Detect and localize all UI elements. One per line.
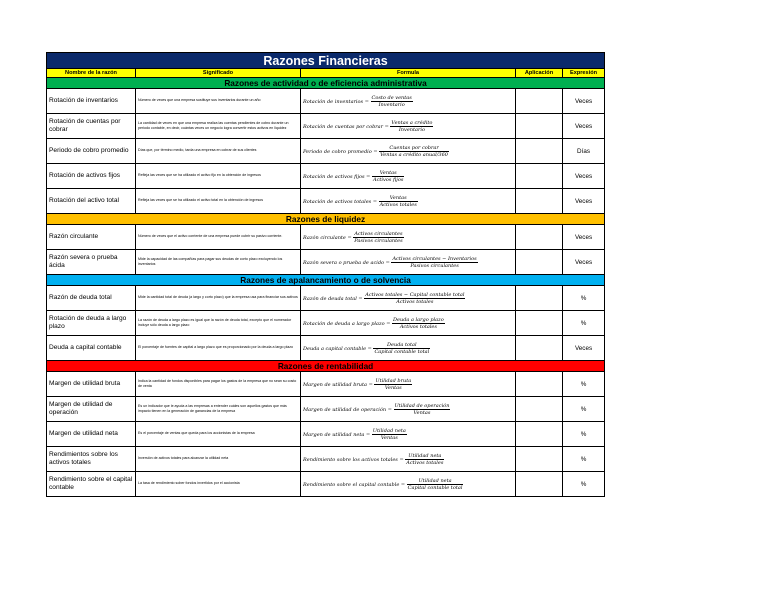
formula-numerator: Utilidad neta	[372, 427, 406, 434]
ratio-formula	[301, 472, 516, 497]
ratio-application	[516, 397, 563, 422]
ratio-formula	[301, 89, 516, 114]
formula-denominator: Inventario	[398, 126, 426, 133]
ratio-expression: Veces	[563, 336, 605, 361]
financial-ratios-table	[46, 52, 605, 497]
ratio-row	[47, 139, 605, 164]
ratio-name: Rotación de activos fijos	[47, 164, 136, 189]
ratio-formula	[301, 311, 516, 336]
section-title: Razones de apalancamiento o de solvencia	[47, 275, 605, 286]
formula-denominator: Ventas	[384, 384, 402, 391]
ratio-name: Rotación de inventarios	[47, 89, 136, 114]
ratio-name: Razón circulante	[47, 225, 136, 250]
ratio-formula	[301, 225, 516, 250]
ratio-row	[47, 286, 605, 311]
formula-label: Periodo de cobro promedio =	[303, 148, 378, 155]
ratio-meaning: El porcentaje de fuentes de capital a largo plazo que es proporcionado por la deuda a largo plazo	[136, 336, 301, 361]
header-application: Aplicación	[516, 69, 563, 78]
formula-denominator: Ventas a crédito anual/360	[380, 151, 448, 158]
ratio-expression: %	[563, 447, 605, 472]
formula-denominator: Ventas	[413, 409, 431, 416]
ratio-application	[516, 139, 563, 164]
ratio-application	[516, 189, 563, 214]
section-header-row	[47, 275, 605, 286]
ratio-application	[516, 89, 563, 114]
formula-fraction	[372, 428, 407, 441]
ratio-application	[516, 286, 563, 311]
section-header-row	[47, 78, 605, 89]
ratio-formula	[301, 447, 516, 472]
ratio-formula	[301, 139, 516, 164]
ratio-meaning: Días que, por término medio, tarda una empresa en cobrar de sus clientes	[136, 139, 301, 164]
ratio-meaning: La razón de deuda a largo plazo es igual que la razón de deuda total, excepto que el numerador incluye sólo deuda a largo plazo	[136, 311, 301, 336]
ratio-row	[47, 311, 605, 336]
ratio-row	[47, 164, 605, 189]
ratio-application	[516, 447, 563, 472]
formula-denominator: Capital contable total	[407, 484, 463, 491]
section-title: Razones de rentabilidad	[47, 361, 605, 372]
formula-numerator: Utilidad neta	[405, 453, 444, 460]
ratio-application	[516, 114, 563, 139]
ratio-name: Razón severa o prueba ácida	[47, 250, 136, 275]
formula-denominator: Pasivos circulantes	[410, 262, 459, 269]
formula-label: Rotación de inventarios =	[303, 98, 369, 105]
formula-fraction	[390, 120, 433, 133]
ratio-meaning: Mide la cantidad total de deuda (a largo y corto plazo) que la empresa usa para financiar sus activos	[136, 286, 301, 311]
formula-denominator: Activos totales	[399, 323, 437, 330]
ratio-meaning: Refleja las veces que se ha utilizado el activo total en la obtención de ingresos	[136, 189, 301, 214]
formula-fraction	[372, 170, 404, 183]
formula-denominator: Inventario	[378, 101, 405, 108]
formula-denominator: Pasivos circulantes	[354, 237, 403, 244]
ratio-meaning: La cantidad de veces en que una empresa realiza las cuentas pendientes de cobro durante un periodo contable, en decir, cuántas veces un negocio logra convertir estos activos en liquidez	[136, 114, 301, 139]
header-expression: Expresión	[563, 69, 605, 78]
ratio-formula	[301, 372, 516, 397]
formula-denominator: Activos fijos	[372, 176, 404, 183]
formula-label: Razón de deuda total =	[303, 295, 363, 302]
ratio-application	[516, 336, 563, 361]
ratio-meaning: Refleja las veces que se ha utilizado el activo fijo en la obtención de ingresos	[136, 164, 301, 189]
formula-label: Deuda a capital contable =	[303, 345, 372, 352]
ratio-application	[516, 250, 563, 275]
ratio-expression: Veces	[563, 114, 605, 139]
ratio-formula	[301, 189, 516, 214]
ratio-row	[47, 89, 605, 114]
ratio-name: Rotación de cuentas por cobrar	[47, 114, 136, 139]
ratio-expression: Veces	[563, 164, 605, 189]
ratio-application	[516, 422, 563, 447]
ratio-name: Rotación de deuda a largo plazo	[47, 311, 136, 336]
ratio-application	[516, 311, 563, 336]
ratio-expression: Días	[563, 139, 605, 164]
ratio-expression: %	[563, 472, 605, 497]
ratio-row	[47, 422, 605, 447]
formula-fraction	[353, 231, 403, 244]
formula-fraction	[379, 145, 449, 158]
header-formula: Formula	[301, 69, 516, 78]
ratio-formula	[301, 286, 516, 311]
section-title: Razones de actividad o de eficiencia administrativa	[47, 78, 605, 89]
ratio-meaning: Indica la cantidad de fondos disponibles para pagar los gastos de la empresa que no sean su costo de venta	[136, 372, 301, 397]
ratio-meaning: Mide la capacidad de las compañías para pagar sus deudas de corto plazo excluyendo los inventarios	[136, 250, 301, 275]
ratio-meaning: Es un indicador que le ayuda a las empresas a entender cuáles son aquellos gastos que más impacto tienen en la generación de ganancias de la empresa	[136, 397, 301, 422]
ratio-name: Rendimientos sobre los activos totales	[47, 447, 136, 472]
formula-fraction	[392, 317, 445, 330]
ratio-expression: %	[563, 422, 605, 447]
ratio-expression: Veces	[563, 189, 605, 214]
ratio-name: Deuda a capital contable	[47, 336, 136, 361]
formula-numerator: Utilidad de operación	[394, 402, 450, 409]
ratio-meaning: Número de veces que una empresa sustituye sus inventarios durante un año	[136, 89, 301, 114]
formula-denominator: Ventas	[380, 434, 398, 441]
formula-label: Rendimiento sobre los activos totales =	[303, 456, 404, 463]
formula-numerator: Ventas a crédito	[391, 119, 433, 126]
ratio-name: Rendimiento sobre el capital contable	[47, 472, 136, 497]
title-row	[47, 53, 605, 69]
formula-label: Razón severa o prueba de acido =	[303, 259, 390, 266]
formula-label: Rotación de activos totales =	[303, 198, 378, 205]
ratio-formula	[301, 336, 516, 361]
ratio-meaning: Inversión de activos totales para alcanzar la utilidad neta	[136, 447, 301, 472]
formula-fraction	[394, 403, 451, 416]
ratio-name: Margen de utilidad de operación	[47, 397, 136, 422]
formula-numerator: Activos circulantes − Inventarios	[392, 255, 477, 262]
formula-label: Margen de utilidad de operación =	[303, 406, 392, 413]
ratio-name: Periodo de cobro promedio	[47, 139, 136, 164]
formula-numerator: Utilidad neta	[407, 478, 464, 485]
header-meaning: Significado	[136, 69, 301, 78]
formula-fraction	[373, 342, 430, 355]
ratio-expression: %	[563, 286, 605, 311]
ratio-expression: Veces	[563, 250, 605, 275]
ratio-name: Razón de deuda total	[47, 286, 136, 311]
formula-fraction	[374, 378, 412, 391]
ratio-expression: %	[563, 311, 605, 336]
ratio-formula	[301, 422, 516, 447]
formula-denominator: Capital contable total	[374, 348, 430, 355]
ratio-formula	[301, 397, 516, 422]
formula-label: Razón circulante =	[303, 234, 352, 241]
ratio-name: Margen de utilidad neta	[47, 422, 136, 447]
formula-fraction	[407, 478, 464, 491]
formula-label: Rotación de cuentas por cobrar =	[303, 123, 389, 130]
ratio-name: Margen de utilidad bruta	[47, 372, 136, 397]
ratio-expression: %	[563, 372, 605, 397]
ratio-row	[47, 372, 605, 397]
formula-numerator: Cuentas por cobrar	[379, 145, 449, 152]
ratio-formula	[301, 114, 516, 139]
header-row	[47, 69, 605, 78]
formula-label: Margen de utilidad neta =	[303, 431, 371, 438]
formula-fraction	[405, 453, 444, 466]
section-title: Razones de liquidez	[47, 214, 605, 225]
formula-numerator: Utilidad bruta	[375, 377, 412, 384]
section-header-row	[47, 214, 605, 225]
sheet-title: Razones Financieras	[47, 53, 605, 69]
formula-fraction	[364, 292, 465, 305]
formula-denominator: Activos totales	[379, 201, 417, 208]
formula-denominator: Activos totales	[396, 298, 434, 305]
ratio-row	[47, 447, 605, 472]
ratio-meaning: Es el porcentaje de ventas que queda para los accionistas de la empresa	[136, 422, 301, 447]
section-header-row	[47, 361, 605, 372]
formula-label: Rotación de deuda a largo plazo =	[303, 320, 391, 327]
formula-numerator: Costo de ventas	[371, 94, 412, 101]
formula-numerator: Ventas	[372, 170, 404, 177]
ratio-name: Rotación del activo total	[47, 189, 136, 214]
formula-fraction	[391, 256, 477, 269]
ratio-expression: %	[563, 397, 605, 422]
ratio-row	[47, 225, 605, 250]
formula-numerator: Deuda total	[373, 342, 430, 349]
ratio-row	[47, 472, 605, 497]
ratio-application	[516, 472, 563, 497]
formula-numerator: Activos circulantes	[354, 230, 403, 237]
ratio-expression: Veces	[563, 89, 605, 114]
formula-label: Rendimiento sobre el capital contable =	[303, 481, 406, 488]
formula-numerator: Ventas	[379, 195, 418, 202]
ratio-formula	[301, 164, 516, 189]
formula-label: Margen de utilidad bruta =	[303, 381, 373, 388]
ratio-row	[47, 336, 605, 361]
ratio-row	[47, 114, 605, 139]
ratio-application	[516, 225, 563, 250]
header-name: Nombre de la razón	[47, 69, 136, 78]
ratio-formula	[301, 250, 516, 275]
ratio-application	[516, 372, 563, 397]
formula-denominator: Activos totales	[406, 459, 444, 466]
ratio-meaning: Número de veces que el activo corriente de una empresa puede cubrir su pasivo corriente.	[136, 225, 301, 250]
ratio-row	[47, 397, 605, 422]
ratio-row	[47, 250, 605, 275]
ratio-row	[47, 189, 605, 214]
ratio-expression: Veces	[563, 225, 605, 250]
ratio-application	[516, 164, 563, 189]
formula-numerator: Activos totales − Capital contable total	[365, 291, 465, 298]
formula-fraction	[379, 195, 418, 208]
formula-numerator: Deuda a largo plazo	[393, 316, 444, 323]
formula-label: Rotación de activos fijos =	[303, 173, 371, 180]
ratio-meaning: La tasa de rendimiento sober fondos invertidos por el accionista	[136, 472, 301, 497]
formula-fraction	[371, 95, 413, 108]
